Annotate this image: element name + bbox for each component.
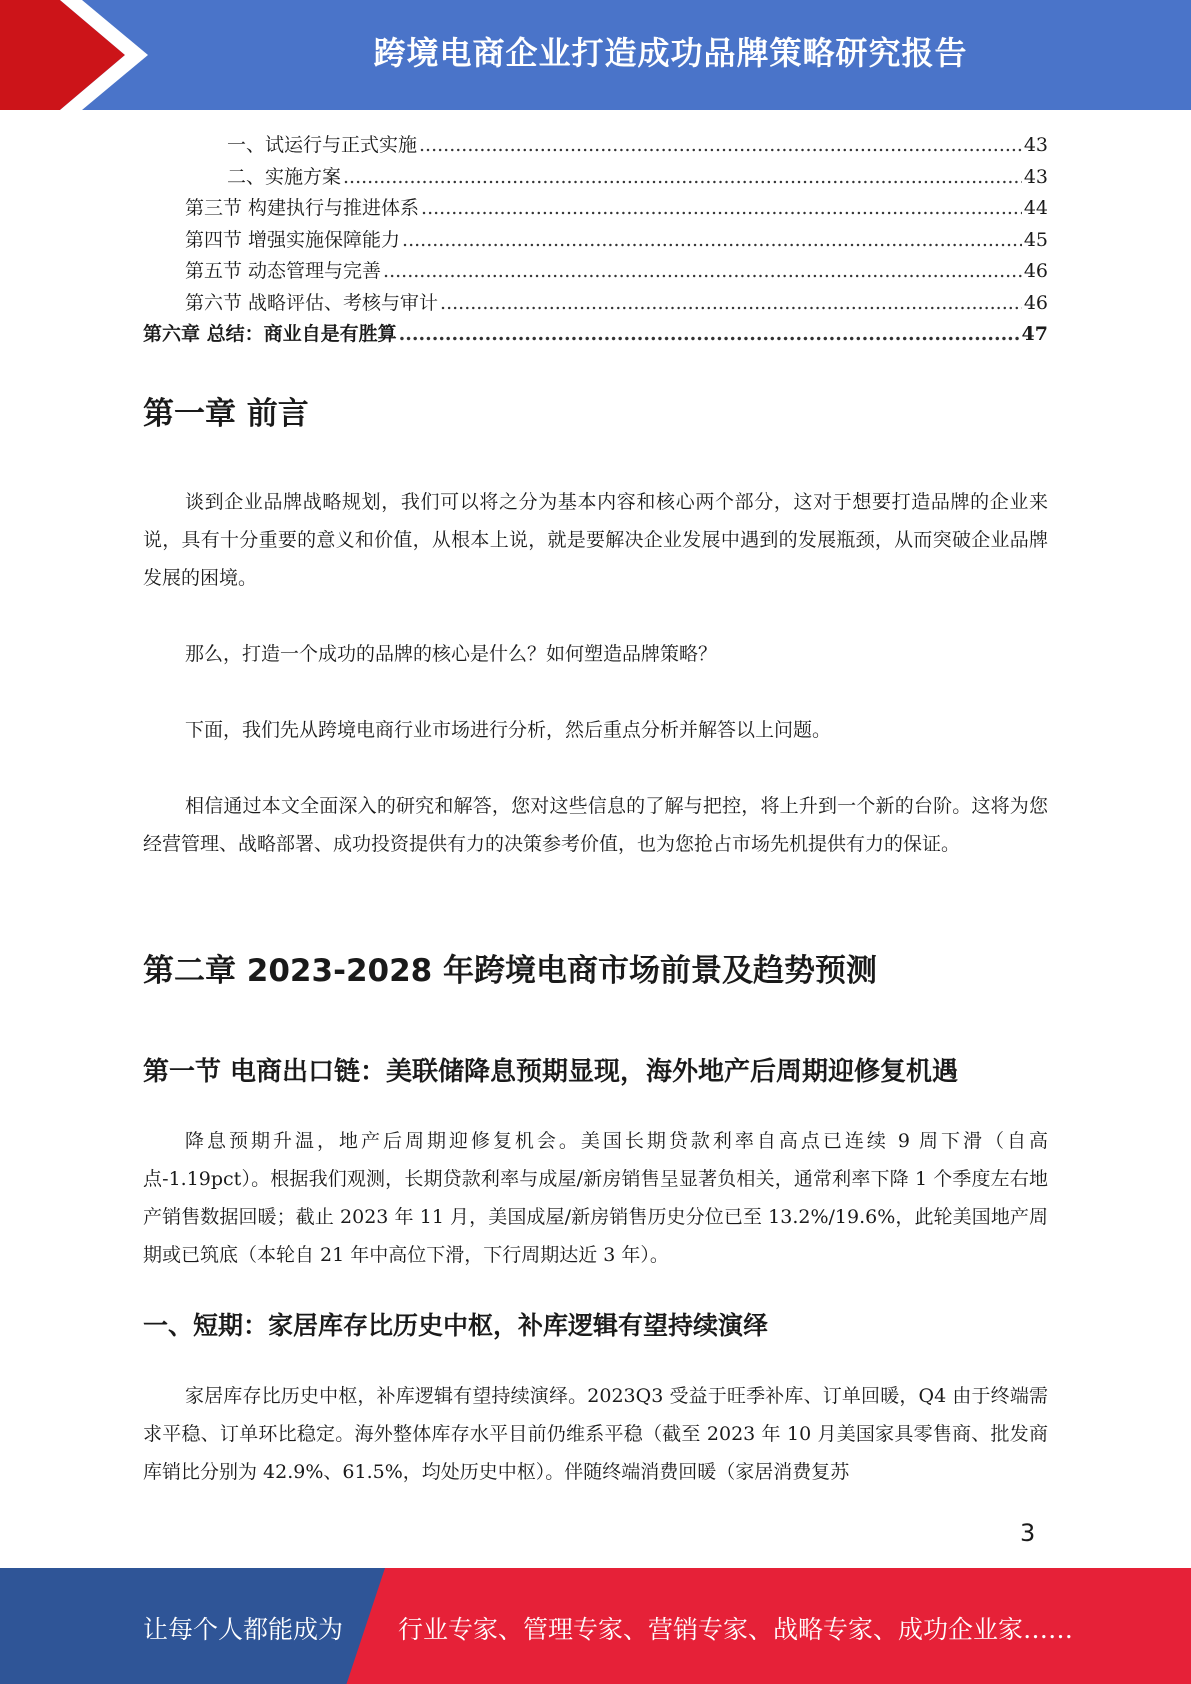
toc-item[interactable] bbox=[143, 162, 1048, 194]
chapter1-title: 第一章 前言 bbox=[143, 396, 309, 432]
chapter1-paragraph-2: 那么，打造一个成功的品牌的核心是什么？如何塑造品牌策略？ bbox=[185, 643, 718, 665]
toc-item-label: 第六章 总结：商业自是有胜算 bbox=[143, 323, 397, 345]
toc-item[interactable] bbox=[143, 193, 1048, 225]
toc-item-page: 46 bbox=[1023, 260, 1048, 282]
toc-item-label: 第四节 增强实施保障能力 bbox=[185, 228, 401, 251]
page-footer bbox=[0, 1568, 1191, 1684]
toc-item[interactable] bbox=[143, 319, 1048, 351]
toc-item-label: 第六节 战略评估、考核与审计 bbox=[185, 291, 439, 314]
chapter1-paragraph-1: 谈到企业品牌战略规划，我们可以将之分为基本内容和核心两个部分，这对于想要打造品牌的企业来说，具有十分重要的意义和价值，从根本上说，就是要解决企业发展中遇到的发展瓶颈，从而突破企业品牌发展的困境。 bbox=[143, 491, 1048, 589]
chapter2-sub1-title: 一、短期：家居库存比历史中枢，补库逻辑有望持续演绎 bbox=[143, 1311, 769, 1340]
table-of-contents bbox=[143, 130, 1048, 351]
chapter2-section1-paragraph: 降息预期升温，地产后周期迎修复机会。美国长期贷款利率自高点已连续 9 周下滑（自高点-1.19pct）。根据我们观测，长期贷款利率与成屋/新房销售呈显著负相关，通常利率下降 1 个季度左右地产销售数据回暖；截止 2023 年 11 月，美国成屋/新房销售历史分位已至 13.2%/19.6%，此轮美国地产周期或已筑底（本轮自 21 年中高位下滑，下行周期达近 3 年）。 bbox=[143, 1130, 1048, 1266]
toc-item-label: 一、试运行与正式实施 bbox=[227, 134, 418, 156]
toc-leader-dots bbox=[402, 229, 1022, 251]
toc-item-label: 二、实施方案 bbox=[227, 165, 342, 188]
chapter1-paragraph-4: 相信通过本文全面深入的研究和解答，您对这些信息的了解与把控，将上升到一个新的台阶。这将为您经营管理、战略部署、成功投资提供有力的决策参考价值，也为您抢占市场先机提供有力的保证。 bbox=[143, 795, 1048, 855]
toc-leader-dots bbox=[383, 260, 1022, 282]
toc-item[interactable] bbox=[143, 288, 1048, 320]
toc-item-page: 43 bbox=[1023, 165, 1048, 188]
toc-leader-dots bbox=[419, 134, 1022, 156]
page-header bbox=[0, 0, 1191, 110]
toc-item[interactable] bbox=[143, 130, 1048, 162]
toc-item-label: 第五节 动态管理与完善 bbox=[185, 260, 382, 282]
toc-leader-dots bbox=[421, 197, 1022, 219]
toc-item-page: 46 bbox=[1023, 291, 1048, 314]
chapter2-section1-title: 第一节 电商出口链：美联储降息预期显现，海外地产后周期迎修复机遇 bbox=[143, 1057, 959, 1087]
chapter2-sub1-paragraph: 家居库存比历史中枢，补库逻辑有望持续演绎。2023Q3 受益于旺季补库、订单回暖，Q4 由于终端需求平稳、订单环比稳定。海外整体库存水平目前仍维系平稳（截至 2023 年 10 月美国家具零售商、批发商库销比分别为 42.9%、61.5%，均处历史中枢）。伴随终端消费回暖（家居消费复苏 bbox=[143, 1385, 1048, 1483]
toc-item-label: 第三节 构建执行与推进体系 bbox=[185, 197, 420, 219]
chapter2-title: 第二章 2023-2028 年跨境电商市场前景及趋势预测 bbox=[143, 953, 878, 989]
toc-item-page: 44 bbox=[1023, 197, 1048, 219]
toc-leader-dots bbox=[440, 292, 1022, 314]
toc-item-page: 47 bbox=[1021, 323, 1048, 345]
header-title: 跨境电商企业打造成功品牌策略研究报告 bbox=[373, 34, 968, 72]
footer-slogan-left: 让每个人都能成为 bbox=[143, 1615, 344, 1644]
toc-leader-dots bbox=[343, 166, 1022, 188]
toc-item-page: 45 bbox=[1023, 228, 1048, 251]
footer-slogan-right: 行业专家、管理专家、营销专家、战略专家、成功企业家…… bbox=[398, 1615, 1074, 1644]
toc-item-page: 43 bbox=[1023, 134, 1048, 156]
toc-item[interactable] bbox=[143, 225, 1048, 257]
chapter1-paragraph-3: 下面，我们先从跨境电商行业市场进行分析，然后重点分析并解答以上问题。 bbox=[185, 719, 832, 741]
toc-item[interactable] bbox=[143, 256, 1048, 288]
page-number: 3 bbox=[1020, 1519, 1036, 1547]
toc-leader-dots bbox=[399, 323, 1020, 345]
